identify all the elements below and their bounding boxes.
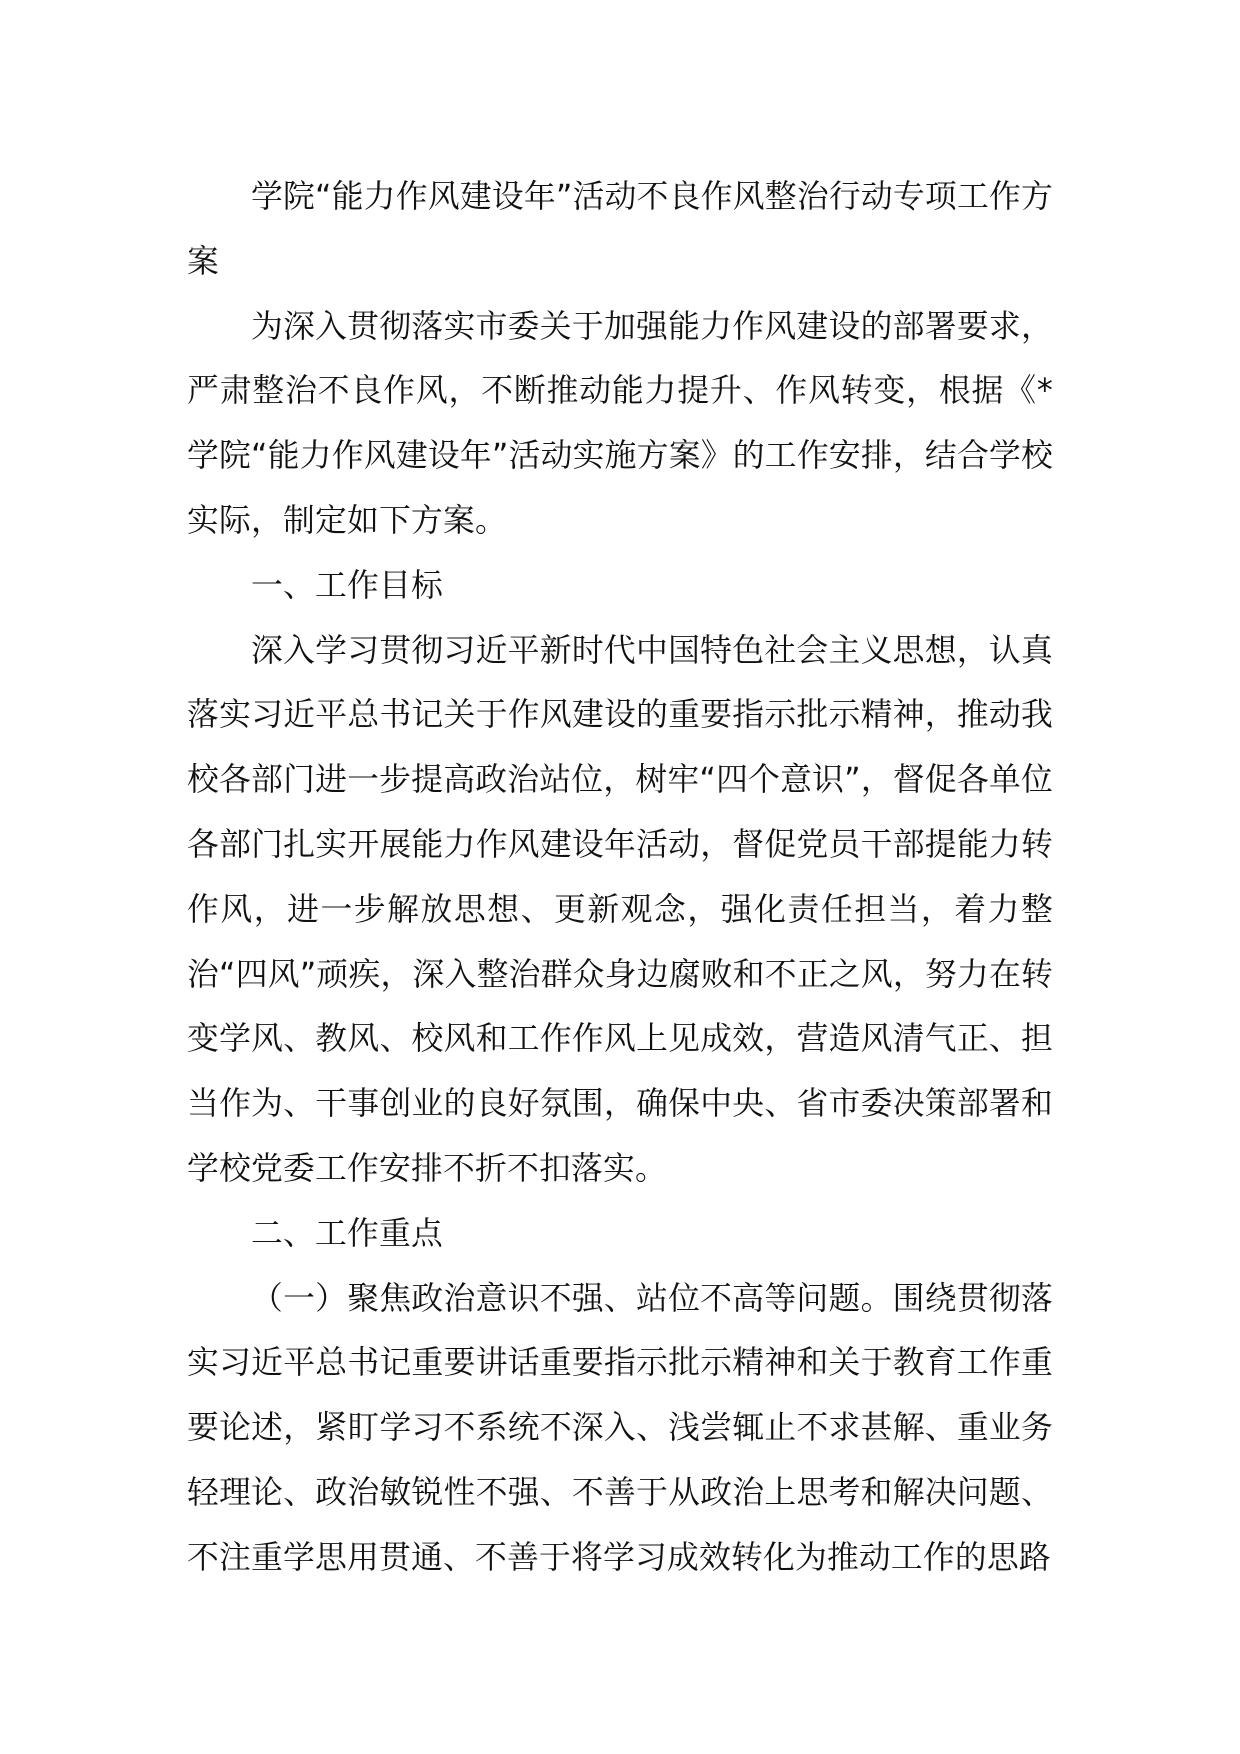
document-body [187,165,1053,1591]
focus-item-1-paragraph: （一）聚焦政治意识不强、站位不高等问题。围绕贯彻落实习近平总书记重要讲话重要指示批示精神和关于教育工作重要论述，紧盯学习不系统不深入、浅尝辄止不求甚解、重业务轻理论、政治敏锐性不强、不善于从政治上思考和解决问题、不注重学思用贯通、不善于将学习成效转化为推动工作的思路 [187,1279,1053,1576]
goals-paragraph: 深入学习贯彻习近平新时代中国特色社会主义思想，认真落实习近平总书记关于作风建设的重要指示批示精神，推动我校各部门进一步提高政治站位，树牢“四个意识”，督促各单位各部门扎实开展能力作风建设年活动，督促党员干部提能力转作风，进一步解放思想、更新观念，强化责任担当，着力整治“四风”顽疾，深入整治群众身边腐败和不正之风，努力在转变学风、教风、校风和工作作风上见成效，营造风清气正、担当作为、干事创业的良好氛围，确保中央、省市委决策部署和学校党委工作安排不折不扣落实。 [187,631,1053,1187]
document-title: 学院“能力作风建设年”活动不良作风整治行动专项工作方案 [187,178,1053,280]
section-heading-focus: 二、工作重点 [251,1214,443,1252]
intro-paragraph: 为深入贯彻落实市委关于加强能力作风建设的部署要求，严肃整治不良作风，不断推动能力提升、作风转变，根据《*学院“能力作风建设年”活动实施方案》的工作安排，结合学校实际，制定如下方案。 [187,307,1053,539]
section-heading-goals: 一、工作目标 [251,566,443,604]
